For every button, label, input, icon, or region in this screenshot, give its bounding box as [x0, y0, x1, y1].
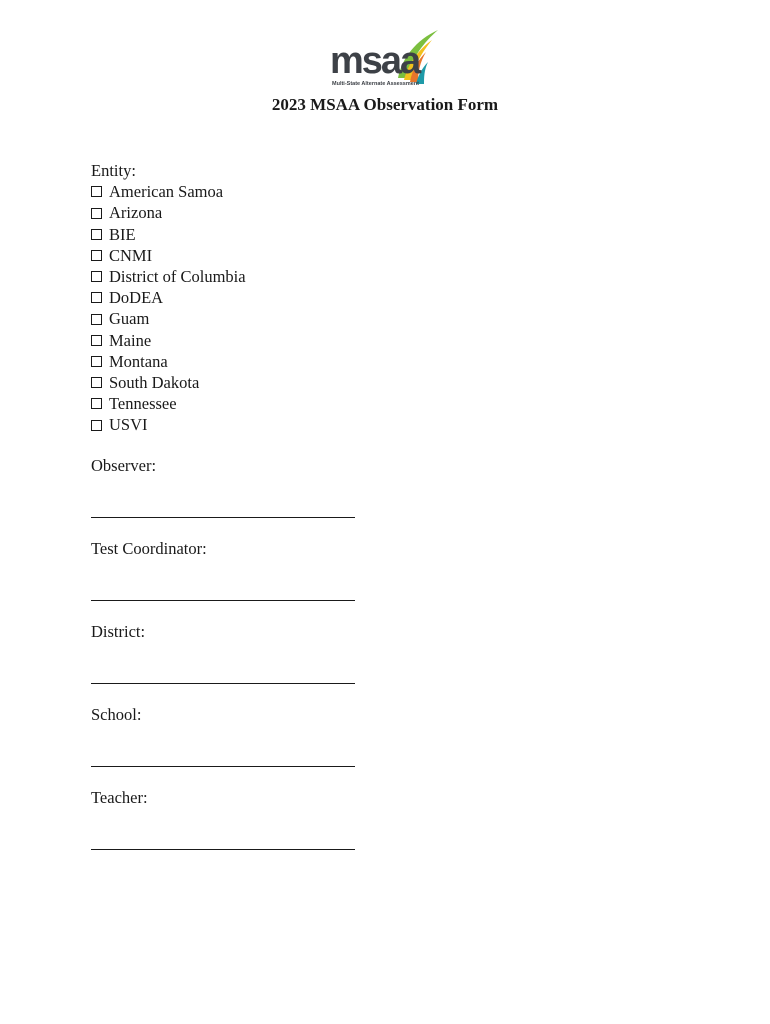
school-input-line[interactable]	[91, 766, 355, 767]
checkbox-icon[interactable]	[91, 186, 102, 197]
entity-option-label: Tennessee	[109, 394, 177, 414]
msaa-logo	[328, 28, 442, 90]
test-coordinator-field	[91, 538, 355, 621]
checkbox-icon[interactable]	[91, 271, 102, 282]
observer-field	[91, 455, 355, 538]
entity-option-label: Guam	[109, 309, 150, 329]
district-field	[91, 621, 355, 704]
entity-label: Entity:	[91, 161, 136, 180]
entity-option[interactable]	[91, 372, 246, 393]
entity-option[interactable]	[91, 351, 246, 372]
test-coordinator-label: Test Coordinator:	[91, 539, 207, 558]
entity-option[interactable]	[91, 245, 246, 266]
entity-option-label: CNMI	[109, 245, 153, 265]
observer-label: Observer:	[91, 456, 157, 475]
entity-option-label: District of Columbia	[109, 267, 246, 287]
form-fields	[91, 455, 355, 870]
district-label: District:	[91, 622, 146, 641]
teacher-label: Teacher:	[91, 788, 148, 807]
checkbox-icon[interactable]	[91, 229, 102, 240]
logo-wordmark: msaa	[330, 40, 420, 82]
entity-option-label: BIE	[109, 224, 136, 244]
entity-option[interactable]	[91, 308, 246, 329]
entity-option-label: Montana	[109, 351, 168, 371]
teacher-field	[91, 787, 355, 870]
teacher-input-line[interactable]	[91, 849, 355, 850]
checkbox-icon[interactable]	[91, 377, 102, 388]
logo-tagline: Multi-State Alternate Assessment	[332, 81, 420, 87]
checkbox-icon[interactable]	[91, 356, 102, 367]
entity-section	[91, 160, 246, 436]
observer-input-line[interactable]	[91, 517, 355, 518]
entity-option-label: American Samoa	[109, 182, 224, 202]
checkbox-icon[interactable]	[91, 208, 102, 219]
entity-option[interactable]	[91, 287, 246, 308]
entity-option-label: South Dakota	[109, 373, 200, 393]
entity-option[interactable]	[91, 266, 246, 287]
page-title: 2023 MSAA Observation Form	[271, 95, 499, 114]
entity-option[interactable]	[91, 181, 246, 202]
checkbox-icon[interactable]	[91, 314, 102, 325]
entity-option[interactable]	[91, 414, 246, 435]
entity-option-label: Arizona	[109, 203, 163, 223]
entity-option[interactable]	[91, 330, 246, 351]
entity-option[interactable]	[91, 393, 246, 414]
school-label: School:	[91, 705, 142, 724]
entity-option-label: USVI	[109, 415, 148, 435]
checkbox-icon[interactable]	[91, 292, 102, 303]
checkbox-icon[interactable]	[91, 335, 102, 346]
entity-option[interactable]	[91, 202, 246, 223]
test-coordinator-input-line[interactable]	[91, 600, 355, 601]
checkbox-icon[interactable]	[91, 398, 102, 409]
entity-options	[91, 181, 246, 435]
entity-option-label: DoDEA	[109, 288, 164, 308]
school-field	[91, 704, 355, 787]
entity-option-label: Maine	[109, 330, 152, 350]
checkbox-icon[interactable]	[91, 420, 102, 431]
entity-option[interactable]	[91, 224, 246, 245]
district-input-line[interactable]	[91, 683, 355, 684]
checkbox-icon[interactable]	[91, 250, 102, 261]
